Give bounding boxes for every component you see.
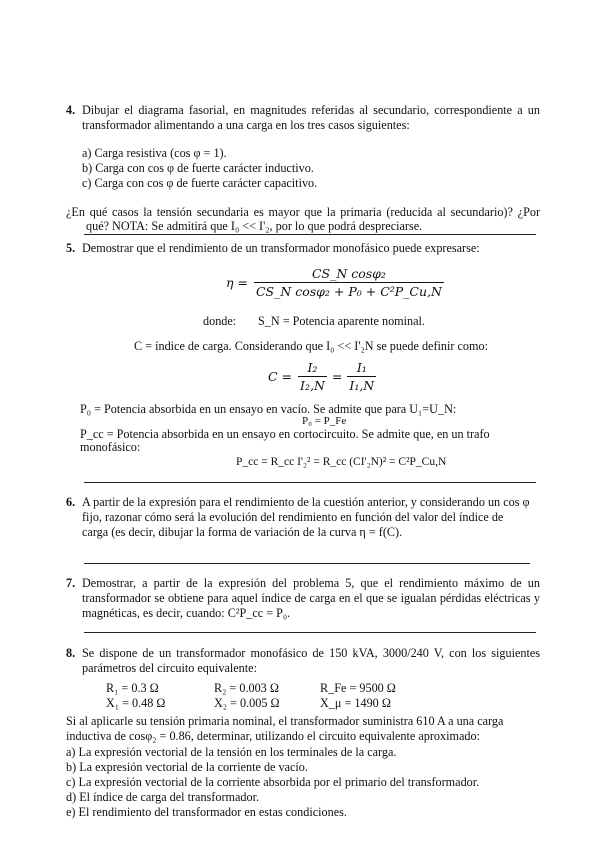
eq1-numerator: CS_N cosφ₂ bbox=[311, 266, 386, 281]
q4-item-a: a) Carga resistiva (cos φ = 1). bbox=[82, 146, 227, 160]
q8-body-line2: inductiva de cosφ₂ = 0.86, determinar, utilizando el circuito equivalente aproximado: bbox=[66, 729, 480, 743]
q8-item-c: c) La expresión vectorial de la corriente absorbida por el primario del transformador. bbox=[66, 775, 480, 789]
q7-number: 7. bbox=[66, 576, 76, 590]
eq1-lhs: η = bbox=[226, 275, 248, 290]
pcc-definition-line1: P_cc = Potencia absorbida en un ensayo en cortocircuito. Se admite que, en un trafo bbox=[80, 427, 490, 441]
pcc-definition-line2: monofásico: bbox=[80, 440, 141, 454]
q4-question-line2: qué? NOTA: Se admitirá que I₀ << I'₂, por lo que podrá despreciarse. bbox=[86, 219, 423, 233]
q5-intro: Demostrar que el rendimiento de un transformador monofásico puede expresarse: bbox=[82, 241, 480, 255]
q8-line2: parámetros del circuito equivalente: bbox=[82, 661, 257, 675]
q7-line1: Demostrar, a partir de la expresión del problema 5, que el rendimiento máximo de un bbox=[82, 576, 540, 590]
q8-item-d: d) El índice de carga del transformador. bbox=[66, 790, 260, 804]
q6-line1: A partir de la expresión para el rendimiento de la cuestión anterior, y considerando un cos φ bbox=[82, 495, 530, 509]
separator-rule-2 bbox=[84, 482, 536, 483]
sn-definition: S_N = Potencia aparente nominal. bbox=[258, 314, 425, 328]
param-r2: R₂ = 0.003 Ω bbox=[214, 681, 279, 695]
param-rfe: R_Fe = 9500 Ω bbox=[320, 681, 396, 695]
separator-rule-3 bbox=[84, 563, 530, 564]
eq2-frac1-denominator: I₂,N bbox=[300, 378, 325, 393]
q7-line3: magnéticas, es decir, cuando: C²P_cc = P₀. bbox=[82, 606, 291, 620]
separator-rule-4 bbox=[84, 632, 536, 633]
eq2-frac2-numerator: I₁ bbox=[356, 360, 367, 375]
q5-number: 5. bbox=[66, 241, 76, 255]
p0-definition: P₀ = Potencia absorbida en un ensayo en vacío. Se admite que para U₁=U_N: bbox=[80, 402, 457, 416]
eq2-frac2-denominator: I₁,N bbox=[349, 378, 375, 393]
param-x2: X₂ = 0.005 Ω bbox=[214, 696, 280, 710]
eq2-equals: = bbox=[331, 369, 343, 384]
pcc-equation: P_cc = R_cc I'₂² = R_cc (CI'₂N)² = C²P_Cu,N bbox=[236, 456, 447, 468]
efficiency-equation bbox=[226, 266, 444, 299]
q4-line1: Dibujar el diagrama fasorial, en magnitudes referidas al secundario, correspondiente a un bbox=[82, 103, 540, 117]
q4-line2: transformador alimentando a una carga en los tres casos siguientes: bbox=[82, 118, 410, 132]
params-row bbox=[106, 681, 396, 696]
circuit-parameters-table bbox=[106, 681, 396, 711]
q8-item-e: e) El rendimiento del transformador en estas condiciones. bbox=[66, 805, 347, 819]
q7-line2: transformador se obtiene para aquel índice de carga en el que se igualan pérdidas eléctricas y bbox=[82, 591, 540, 605]
eq2-lhs: C = bbox=[268, 369, 293, 384]
p0-note: P₀ = P_Fe bbox=[302, 415, 347, 427]
q4-number: 4. bbox=[66, 103, 76, 117]
separator-rule-1 bbox=[84, 234, 536, 235]
q6-line3: carga (es decir, dibujar la forma de variación de la curva η = f(C). bbox=[82, 525, 403, 539]
q6-number: 6. bbox=[66, 495, 76, 509]
eq2-frac1-numerator: I₂ bbox=[307, 360, 318, 375]
param-xmu: X_μ = 1490 Ω bbox=[320, 696, 391, 710]
params-row bbox=[106, 696, 396, 711]
q8-number: 8. bbox=[66, 646, 76, 660]
eq1-denominator: CS_N cosφ₂ + P₀ + C²P_Cu,N bbox=[255, 284, 442, 299]
q8-item-b: b) La expresión vectorial de la corriente de vacío. bbox=[66, 760, 308, 774]
param-r1: R₁ = 0.3 Ω bbox=[106, 681, 159, 695]
c-definition: C = índice de carga. Considerando que I₀ << I'₂N se puede definir como: bbox=[134, 339, 488, 353]
load-index-equation bbox=[268, 360, 376, 393]
q6-line2: fijo, razonar cómo será la evolución del rendimiento en función del valor del índice de bbox=[82, 510, 504, 524]
q4-question-line1: ¿En qué casos la tensión secundaria es mayor que la primaria (reducida al secundario)? ¿Por bbox=[66, 205, 540, 219]
param-x1: X₁ = 0.48 Ω bbox=[106, 696, 166, 710]
q4-item-b: b) Carga con cos φ de fuerte carácter inductivo. bbox=[82, 161, 314, 175]
q8-body-line1: Si al aplicarle su tensión primaria nominal, el transformador suministra 610 A a una carga bbox=[66, 714, 504, 728]
where-label: donde: bbox=[203, 314, 237, 328]
q8-line1: Se dispone de un transformador monofásico de 150 kVA, 3000/240 V, con los siguientes bbox=[82, 646, 540, 660]
q8-item-a: a) La expresión vectorial de la tensión en los terminales de la carga. bbox=[66, 745, 397, 759]
q4-item-c: c) Carga con cos φ de fuerte carácter capacitivo. bbox=[82, 176, 318, 190]
